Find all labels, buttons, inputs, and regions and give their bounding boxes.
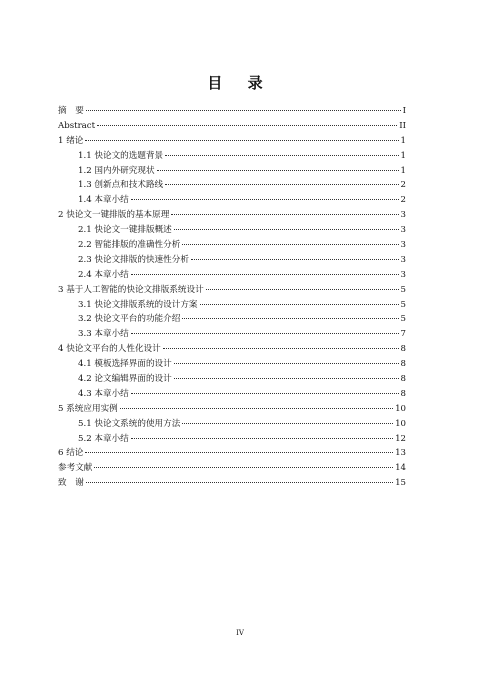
toc-entry-page: 1 [400, 135, 406, 146]
toc-entry-label: 2.3 快论文排版的快速性分析 [78, 254, 189, 265]
toc-dot-leader [182, 244, 398, 245]
toc-entry-page: 15 [395, 478, 406, 489]
toc-entry-label: 3.2 快论文平台的功能介绍 [78, 314, 181, 325]
toc-entry-label: 1.4 本章小结 [78, 195, 129, 206]
toc-entry [58, 283, 406, 298]
toc-entry-label: 4.1 模板选择界面的设计 [78, 359, 172, 370]
toc-entry [58, 417, 406, 432]
toc-entry [58, 268, 406, 283]
toc-entry [58, 253, 406, 268]
toc-entry-page: 5 [400, 284, 406, 295]
toc-entry-label: 参考文献 [58, 463, 93, 474]
toc-dot-leader [85, 452, 393, 453]
toc-entry [58, 178, 406, 193]
toc-entry [58, 164, 406, 179]
toc-entry-label: 1.2 国内外研究现状 [78, 165, 155, 176]
toc-dot-leader [157, 170, 399, 171]
toc-dot-leader [131, 438, 393, 439]
toc-entry-label: 摘 要 [58, 106, 84, 116]
toc-entry-page: 3 [400, 210, 406, 221]
toc-entry-page: 2 [400, 195, 406, 206]
toc-entry-label: 1 绪论 [58, 135, 84, 146]
toc-dot-leader [206, 289, 399, 290]
table-of-contents [58, 104, 406, 491]
toc-entry-page: 8 [400, 344, 406, 355]
toc-entry-label: 6 结论 [58, 448, 84, 459]
toc-dot-leader [163, 348, 399, 349]
toc-entry-label: 2 快论文一键排版的基本原理 [58, 210, 170, 221]
page-title: 目 录 [207, 74, 273, 92]
toc-entry-page: 3 [400, 240, 406, 251]
toc-entry [58, 432, 406, 447]
toc-entry-label: 4.2 论文编辑界面的设计 [78, 374, 172, 385]
toc-dot-leader [86, 482, 393, 483]
toc-entry [58, 149, 406, 164]
toc-entry-label: 1.1 快论文的选题背景 [78, 150, 164, 161]
toc-dot-leader [182, 423, 393, 424]
toc-dot-leader [131, 393, 399, 394]
toc-entry-page: 10 [395, 418, 406, 429]
toc-entry [58, 327, 406, 342]
toc-dot-leader [131, 274, 399, 275]
toc-dot-leader [120, 408, 393, 409]
toc-entry-label: 3.3 本章小结 [78, 329, 129, 340]
toc-entry-label: 5 系统应用实例 [58, 403, 118, 414]
toc-entry [58, 312, 406, 327]
toc-dot-leader [94, 467, 393, 468]
toc-dot-leader [171, 214, 398, 215]
toc-entry [58, 476, 406, 491]
toc-entry [58, 238, 406, 253]
toc-entry-page: 10 [395, 403, 406, 414]
toc-entry [58, 372, 406, 387]
toc-entry-page: 14 [395, 463, 406, 474]
toc-entry-page: 13 [395, 448, 406, 459]
toc-entry-page: 3 [400, 269, 406, 280]
toc-entry [58, 402, 406, 417]
toc-dot-leader [131, 199, 399, 200]
toc-entry-label: 4 快论文平台的人性化设计 [58, 344, 161, 355]
toc-entry [58, 446, 406, 461]
toc-entry-page: 3 [400, 225, 406, 236]
toc-dot-leader [174, 229, 399, 230]
toc-entry-page: 5 [400, 314, 406, 325]
toc-entry-page: 12 [395, 433, 406, 444]
toc-dot-leader [191, 259, 399, 260]
toc-entry-page: 2 [400, 180, 406, 191]
toc-entry-label: 5.1 快论文系统的使用方法 [78, 418, 181, 429]
toc-entry [58, 387, 406, 402]
toc-entry-page: 3 [400, 254, 406, 265]
toc-entry-page: 8 [400, 388, 406, 399]
toc-entry-label: Abstract [58, 120, 96, 131]
toc-entry-label: 致 谢 [58, 478, 84, 489]
toc-entry [58, 208, 406, 223]
page-number: IV [236, 629, 244, 637]
toc-entry [58, 104, 406, 119]
toc-entry-label: 3 基于人工智能的快论文排版系统设计 [58, 284, 204, 295]
toc-entry [58, 357, 406, 372]
toc-entry-page: II [399, 120, 406, 131]
toc-entry-label: 3.1 快论文排版系统的设计方案 [78, 299, 198, 310]
toc-dot-leader [165, 184, 398, 185]
toc-entry [58, 193, 406, 208]
toc-dot-leader [165, 155, 398, 156]
toc-entry-label: 2.4 本章小结 [78, 269, 129, 280]
toc-entry [58, 342, 406, 357]
toc-entry-page: 8 [400, 359, 406, 370]
toc-entry-page: 5 [400, 299, 406, 310]
toc-entry [58, 134, 406, 149]
toc-entry-page: 8 [400, 374, 406, 385]
toc-dot-leader [131, 333, 399, 334]
toc-entry-label: 1.3 创新点和技术路线 [78, 180, 164, 191]
toc-entry-page: I [402, 106, 406, 116]
toc-dot-leader [174, 378, 399, 379]
toc-dot-leader [85, 140, 398, 141]
toc-entry-label: 4.3 本章小结 [78, 388, 129, 399]
toc-entry-page: 7 [400, 329, 406, 340]
toc-dot-leader [97, 125, 397, 126]
toc-entry [58, 223, 406, 238]
toc-entry-label: 2.1 快论文一键排版概述 [78, 225, 172, 236]
toc-dot-leader [86, 110, 401, 111]
toc-entry-label: 5.2 本章小结 [78, 433, 129, 444]
toc-dot-leader [182, 318, 398, 319]
toc-entry-page: 1 [400, 150, 406, 161]
toc-entry-page: 1 [400, 165, 406, 176]
toc-entry-label: 2.2 智能排版的准确性分析 [78, 240, 181, 251]
toc-dot-leader [200, 304, 399, 305]
toc-dot-leader [174, 363, 399, 364]
toc-entry [58, 298, 406, 313]
toc-entry [58, 119, 406, 134]
toc-entry [58, 461, 406, 476]
